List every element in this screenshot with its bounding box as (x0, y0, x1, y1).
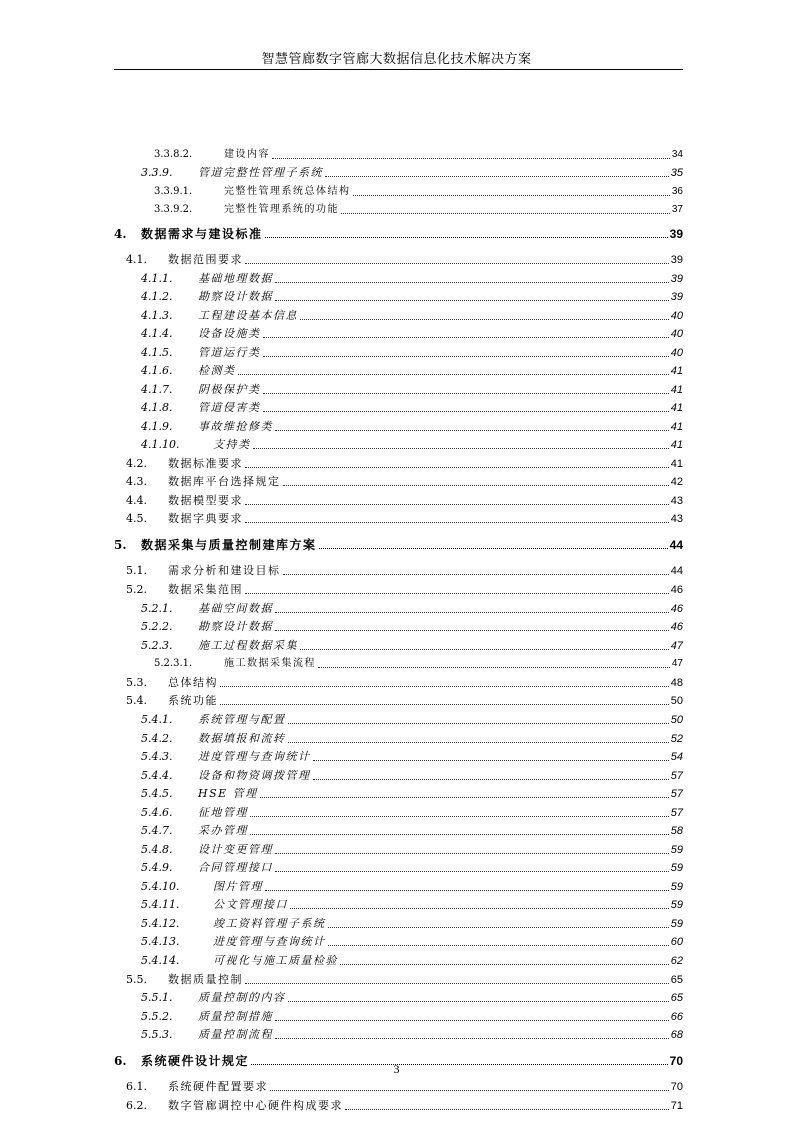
header-divider (114, 69, 683, 70)
toc-entry[interactable] (141, 839, 683, 857)
toc-entry-page: 39 (670, 291, 683, 303)
toc-entry-title: 完整性管理系统的功能 (224, 204, 339, 215)
toc-entry-title: 需求分析和建设目标 (168, 564, 281, 577)
toc-entry-number: 5.4. (126, 694, 147, 707)
toc-entry-page: 68 (670, 1029, 683, 1041)
toc-entry[interactable] (141, 323, 683, 341)
toc-dot-leader (265, 236, 668, 238)
toc-entry-title: 数据范围要求 (168, 253, 243, 266)
toc-dot-leader (341, 212, 670, 214)
toc-dot-leader (288, 741, 669, 743)
toc-entry-title: 数据需求与建设标准 (141, 227, 263, 241)
toc-dot-leader (275, 1019, 669, 1021)
toc-entry[interactable] (141, 434, 683, 452)
toc-dot-leader (245, 521, 669, 523)
toc-entry-page: 66 (670, 1011, 683, 1023)
toc-entry-page: 65 (670, 974, 683, 986)
toc-entry-title: 竣工资料管理子系统 (213, 917, 326, 930)
toc-entry-number: 5.4.7. (141, 824, 173, 837)
toc-dot-leader (283, 484, 669, 486)
toc-dot-leader (263, 336, 669, 338)
toc-entry-number: 4.1.1. (141, 272, 173, 285)
toc-entry-number: 4.1.5. (141, 346, 173, 359)
toc-dot-leader (319, 547, 668, 549)
toc-entry[interactable] (141, 416, 683, 434)
toc-entry-page: 71 (670, 1100, 683, 1112)
toc-entry-number: 4.5. (126, 512, 147, 525)
toc-entry-number: 6.1. (126, 1080, 147, 1093)
toc-entry[interactable] (141, 802, 683, 820)
toc-entry-page: 39 (670, 254, 683, 266)
toc-dot-leader (328, 944, 669, 946)
toc-entry[interactable] (126, 690, 683, 708)
toc-entry-number: 5.4.13. (141, 935, 180, 948)
toc-dot-leader (313, 759, 669, 761)
toc-entry-page: 59 (670, 881, 683, 893)
toc-dot-leader (265, 889, 669, 891)
page-header: 智慧管廊数字管廊大数据信息化技术解决方案 (261, 52, 532, 67)
toc-entry[interactable] (126, 672, 683, 690)
toc-entry-number: 5.5.2. (141, 1010, 173, 1023)
toc-entry-title: 数据质量控制 (168, 973, 243, 986)
toc-dot-leader (250, 815, 669, 817)
toc-dot-leader (290, 907, 669, 909)
toc-entry-title: 系统硬件设计规定 (141, 1054, 250, 1068)
toc-entry-title: 数据采集范围 (168, 583, 243, 596)
toc-entry-title: 图片管理 (213, 880, 263, 893)
toc-entry-page: 39 (669, 227, 683, 241)
toc-entry-number: 5.4.8. (141, 843, 173, 856)
toc-dot-leader (353, 194, 670, 196)
toc-dot-leader (300, 318, 669, 320)
toc-entry-title: 合同管理接口 (198, 861, 273, 874)
toc-entry-page: 44 (669, 538, 683, 552)
toc-entry-number: 5.2.3. (141, 639, 173, 652)
toc-entry-page: 37 (671, 204, 683, 215)
toc-entry-number: 5.4.12. (141, 917, 180, 930)
toc-dot-leader (245, 592, 669, 594)
toc-entry-title: 勘察设计数据 (198, 290, 273, 303)
toc-dot-leader (318, 666, 670, 668)
toc-entry-number: 4.1.7. (141, 383, 173, 396)
toc-dot-leader (275, 870, 669, 872)
toc-entry-page: 52 (670, 733, 683, 745)
toc-entry-page: 60 (670, 936, 683, 948)
toc-entry-page: 40 (670, 310, 683, 322)
toc-entry-title: HSE 管理 (198, 787, 258, 800)
toc-entry-title: 质量控制流程 (198, 1028, 273, 1041)
toc-entry[interactable] (141, 950, 683, 968)
toc-entry-title: 管道侵害类 (198, 401, 261, 414)
toc-entry-title: 支持类 (213, 438, 251, 451)
toc-dot-leader (245, 982, 669, 984)
toc-entry-number: 3.3.8.2. (154, 149, 193, 160)
toc-entry-page: 46 (670, 621, 683, 633)
toc-entry-number: 4.1. (126, 253, 147, 266)
toc-entry-title: 管道完整性管理子系统 (198, 166, 323, 179)
toc-entry[interactable] (141, 1024, 683, 1042)
toc-dot-leader (263, 355, 669, 357)
toc-entry[interactable] (126, 1095, 683, 1113)
toc-entry-number: 4.1.3. (141, 309, 173, 322)
toc-entry[interactable] (126, 1076, 683, 1094)
toc-entry[interactable] (141, 1006, 683, 1024)
toc-entry-number: 5.4.11. (141, 898, 180, 911)
toc-entry-page: 59 (670, 899, 683, 911)
toc-entry-page: 40 (670, 328, 683, 340)
toc-entry-page: 41 (670, 421, 683, 433)
toc-dot-leader (220, 703, 669, 705)
toc-entry[interactable] (141, 268, 683, 286)
toc-entry-number: 4.2. (126, 457, 147, 470)
toc-entry-title: 进度管理与查询统计 (198, 750, 311, 763)
toc-entry-title: 基础空间数据 (198, 602, 273, 615)
toc-dot-leader (275, 629, 669, 631)
toc-entry-page: 44 (670, 565, 683, 577)
toc-entry-page: 59 (670, 862, 683, 874)
toc-dot-leader (263, 392, 669, 394)
toc-entry-title: 数据填报和流转 (198, 732, 286, 745)
toc-entry-number: 4.1.10. (141, 438, 180, 451)
toc-entry-number: 4.1.6. (141, 364, 173, 377)
toc-entry-page: 54 (670, 751, 683, 763)
toc-dot-leader (275, 611, 669, 613)
toc-entry-number: 4.4. (126, 494, 147, 507)
toc-entry[interactable] (141, 598, 683, 616)
toc-entry-number: 4.1.8. (141, 401, 173, 414)
toc-entry[interactable] (141, 894, 683, 912)
toc-entry[interactable] (141, 616, 683, 634)
toc-entry[interactable] (141, 987, 683, 1005)
toc-entry-page: 57 (670, 788, 683, 800)
toc-entry[interactable] (141, 635, 683, 653)
toc-entry-page: 46 (670, 584, 683, 596)
toc-dot-leader (275, 429, 669, 431)
toc-entry-page: 41 (670, 439, 683, 451)
toc-entry-number: 5.4.10. (141, 880, 180, 893)
toc-entry-page: 48 (670, 677, 683, 689)
toc-entry[interactable] (141, 746, 683, 764)
toc-dot-leader (253, 447, 669, 449)
toc-dot-leader (340, 963, 669, 965)
toc-entry[interactable] (114, 534, 683, 552)
toc-entry-number: 3.3.9.2. (154, 204, 193, 215)
toc-entry-page: 57 (670, 770, 683, 782)
toc-entry[interactable] (141, 765, 683, 783)
toc-entry-page: 62 (670, 955, 683, 967)
toc-entry-title: 数据库平台选择规定 (168, 475, 281, 488)
toc-entry-number: 4.3. (126, 475, 147, 488)
toc-entry-title: 质量控制的内容 (198, 991, 286, 1004)
toc-dot-leader (275, 852, 669, 854)
toc-entry-title: 数据字典要求 (168, 512, 243, 525)
toc-entry-page: 39 (670, 273, 683, 285)
toc-entry[interactable] (141, 709, 683, 727)
toc-dot-leader (300, 648, 669, 650)
toc-entry-title: 基础地理数据 (198, 272, 273, 285)
toc-entry-number: 5.4.2. (141, 732, 173, 745)
toc-entry[interactable] (141, 342, 683, 360)
toc-entry-number: 4.1.4. (141, 327, 173, 340)
toc-entry-page: 50 (670, 714, 683, 726)
page-number: 3 (393, 1062, 400, 1076)
toc-dot-leader (245, 262, 669, 264)
toc-entry-title: 进度管理与查询统计 (213, 935, 326, 948)
toc-entry-title: 系统硬件配置要求 (168, 1080, 268, 1093)
toc-entry[interactable] (126, 560, 683, 578)
toc-entry-title: 设备和物资调拨管理 (198, 769, 311, 782)
toc-entry-number: 5.1. (126, 564, 147, 577)
toc-entry-page: 36 (671, 186, 683, 197)
toc-entry-title: 建设内容 (224, 149, 270, 160)
toc-dot-leader (250, 833, 669, 835)
toc-entry[interactable] (154, 199, 683, 217)
toc-dot-leader (325, 175, 669, 177)
toc-dot-leader (260, 796, 669, 798)
toc-entry-number: 5.3. (126, 676, 147, 689)
toc-entry-page: 59 (670, 844, 683, 856)
toc-dot-leader (313, 778, 669, 780)
toc-dot-leader (275, 299, 669, 301)
toc-entry-page: 65 (670, 992, 683, 1004)
toc-entry-number: 5.4.3. (141, 750, 173, 763)
toc-entry[interactable] (141, 913, 683, 931)
toc-dot-leader (272, 157, 670, 159)
toc-entry-page: 41 (670, 365, 683, 377)
toc-entry[interactable] (141, 305, 683, 323)
toc-entry[interactable] (154, 181, 683, 199)
toc-entry-number: 5.4.9. (141, 861, 173, 874)
toc-dot-leader (270, 1089, 669, 1091)
toc-dot-leader (288, 722, 669, 724)
toc-entry-page: 58 (670, 825, 683, 837)
toc-entry-title: 设计变更管理 (198, 843, 273, 856)
toc-entry[interactable] (114, 223, 683, 241)
toc-entry-page: 70 (670, 1081, 683, 1093)
toc-entry-title: 数字管廊调控中心硬件构成要求 (168, 1099, 343, 1112)
toc-entry-title: 总体结构 (168, 676, 218, 689)
toc-entry-title: 施工数据采集流程 (224, 658, 316, 669)
toc-entry[interactable] (126, 508, 683, 526)
toc-entry[interactable] (141, 876, 683, 894)
toc-entry-page: 35 (670, 167, 683, 179)
toc-entry[interactable] (141, 728, 683, 746)
toc-dot-leader (275, 281, 669, 283)
toc-entry[interactable] (154, 144, 683, 162)
toc-dot-leader (275, 1037, 669, 1039)
toc-entry-number: 5.5.3. (141, 1028, 173, 1041)
toc-entry-number: 5. (114, 538, 127, 552)
toc-entry[interactable] (141, 360, 683, 378)
toc-entry-title: 数据模型要求 (168, 494, 243, 507)
toc-entry[interactable] (126, 471, 683, 489)
toc-entry-number: 4.1.9. (141, 420, 173, 433)
toc-entry[interactable] (126, 453, 683, 471)
toc-entry-number: 5.2.3.1. (154, 658, 193, 669)
toc-entry-page: 40 (670, 347, 683, 359)
toc-entry-title: 系统功能 (168, 694, 218, 707)
toc-entry-number: 6. (114, 1054, 127, 1068)
toc-entry-number: 5.2. (126, 583, 147, 596)
toc-entry[interactable] (141, 820, 683, 838)
toc-entry-title: 数据标准要求 (168, 457, 243, 470)
toc-entry-page: 57 (670, 807, 683, 819)
toc-entry[interactable] (141, 857, 683, 875)
toc-entry[interactable] (141, 783, 683, 801)
toc-dot-leader (263, 410, 669, 412)
toc-entry[interactable] (126, 249, 683, 267)
toc-entry-page: 42 (670, 476, 683, 488)
toc-entry-number: 5.5.1. (141, 991, 173, 1004)
toc-entry-number: 5.4.6. (141, 806, 173, 819)
toc-entry-page: 41 (670, 402, 683, 414)
toc-entry-page: 46 (670, 603, 683, 615)
toc-entry-page: 41 (670, 458, 683, 470)
toc-dot-leader (328, 926, 669, 928)
toc-entry-number: 5.2.2. (141, 620, 173, 633)
toc-entry-number: 6.2. (126, 1099, 147, 1112)
toc-entry[interactable] (141, 379, 683, 397)
toc-entry-title: 系统管理与配置 (198, 713, 286, 726)
toc-entry-title: 管道运行类 (198, 346, 261, 359)
toc-entry-title: 施工过程数据采集 (198, 639, 298, 652)
toc-entry-number: 5.4.5. (141, 787, 173, 800)
toc-entry-number: 5.2.1. (141, 602, 173, 615)
toc-entry-title: 阴极保护类 (198, 383, 261, 396)
toc-dot-leader (288, 1000, 669, 1002)
toc-entry-page: 50 (670, 695, 683, 707)
toc-entry-number: 4. (114, 227, 127, 241)
toc-entry[interactable] (141, 397, 683, 415)
toc-entry-page: 70 (669, 1054, 683, 1068)
toc-entry-title: 勘察设计数据 (198, 620, 273, 633)
toc-entry[interactable] (141, 931, 683, 949)
toc-dot-leader (245, 503, 669, 505)
toc-entry-page: 43 (670, 513, 683, 525)
toc-entry-number: 5.5. (126, 973, 147, 986)
toc-dot-leader (245, 466, 669, 468)
toc-entry[interactable] (141, 286, 683, 304)
toc-entry-title: 设备设施类 (198, 327, 261, 340)
toc-dot-leader (220, 685, 669, 687)
toc-entry-page: 41 (670, 384, 683, 396)
toc-entry-title: 采办管理 (198, 824, 248, 837)
toc-dot-leader (345, 1108, 669, 1110)
toc-entry[interactable] (141, 162, 683, 180)
toc-entry[interactable] (126, 579, 683, 597)
toc-entry-title: 质量控制措施 (198, 1010, 273, 1023)
toc-entry-number: 3.3.9.1. (154, 186, 193, 197)
toc-entry-page: 47 (671, 658, 683, 669)
toc-entry-number: 5.4.1. (141, 713, 173, 726)
toc-entry-title: 检测类 (198, 364, 236, 377)
toc-entry-title: 工程建设基本信息 (198, 309, 298, 322)
toc-entry[interactable] (126, 969, 683, 987)
toc-entry-number: 3.3.9. (141, 166, 173, 179)
toc-entry-title: 公文管理接口 (213, 898, 288, 911)
toc-dot-leader (238, 373, 669, 375)
toc-entry-page: 47 (670, 640, 683, 652)
toc-entry[interactable] (154, 653, 683, 671)
toc-dot-leader (283, 573, 669, 575)
toc-entry-title: 事故维抢修类 (198, 420, 273, 433)
toc-entry-page: 43 (670, 495, 683, 507)
toc-entry-number: 5.4.14. (141, 954, 180, 967)
toc-entry-title: 数据采集与质量控制建库方案 (141, 538, 317, 552)
toc-entry-title: 可视化与施工质量检验 (213, 954, 338, 967)
toc-entry-title: 完整性管理系统总体结构 (224, 186, 351, 197)
toc-entry-page: 34 (671, 149, 683, 160)
toc-entry-page: 59 (670, 918, 683, 930)
toc-entry[interactable] (126, 490, 683, 508)
toc-entry-title: 征地管理 (198, 806, 248, 819)
toc-entry-number: 5.4.4. (141, 769, 173, 782)
toc-entry-number: 4.1.2. (141, 290, 173, 303)
